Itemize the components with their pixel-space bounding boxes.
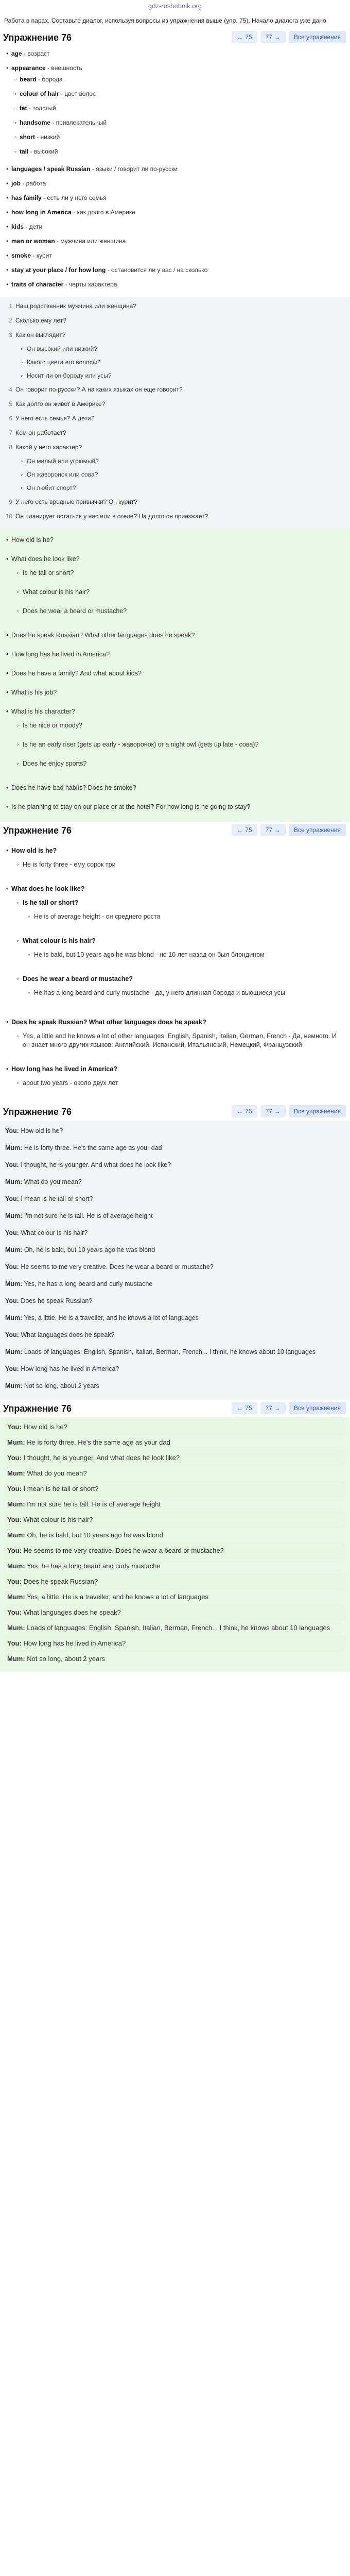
exercise-title: Упражнение 76: [3, 1403, 72, 1414]
dialog-line: Mum: Not so long, about 2 years: [7, 1655, 106, 1663]
exercise-title: Упражнение 76: [3, 1106, 72, 1117]
question-ru: 7 Кем он работает?: [9, 429, 66, 436]
exercise-title: Упражнение 76: [3, 32, 72, 43]
top-bar: [0, 0, 350, 13]
next-exercise-button[interactable]: 77 →: [260, 1402, 286, 1414]
answer-item: • How old is he? ◦ He is forty three - ему сорок три: [11, 841, 345, 879]
question-ru: 6 У него есть семья? А дети?: [9, 415, 95, 422]
vocab-item: • stay at your place / for how long - остановится ли у вас / на сколько: [11, 263, 345, 277]
answer-item: • What does he look like? ◦ Is he tall or short? ◦ He is of average height - он среднего роста ◦ What colour is his hair? ◦ He is bald, but 10 years ago he was blond - но 10 лет назад он был блондином ◦ Does he wear a beard or mustache? ◦ He has a long beard and curly mustache - да, у него длинная борода и вьющиеся усы: [11, 879, 345, 1013]
dialog-line: Mum: Oh, he is bald, but 10 years ago he was blond: [7, 1531, 163, 1539]
vocab-subitem: ◦ tall - высокий: [20, 144, 345, 159]
vocab-item: • how long in America - как долго в Америке: [11, 205, 345, 219]
questions-en: [0, 529, 350, 822]
answers-list: [0, 839, 350, 1103]
question-en-sub: ◦ Is he tall or short?: [23, 564, 345, 583]
next-exercise-button[interactable]: 77 →: [260, 31, 286, 43]
dialog-line: You: Does he speak Russian?: [5, 1297, 93, 1304]
dialog-plain: [0, 1121, 350, 1400]
question-ru-sub: ◦ Носит ли он бороду или усы?: [5, 369, 345, 382]
dialog-line: Mum: Yes, a little. He is a traveller, and he knows a lot of languages: [7, 1593, 208, 1601]
answer-sub: ◦ Yes, a little and he knows a lot of other languages: English, Spanish, Italian, German, French - Да, немного. И он знает много других языков: Английский, Испанский, Итальянский, Немецкий, Французский: [23, 1027, 345, 1055]
dialog-line: You: How old is he?: [5, 1419, 345, 1435]
question-en: • Does he speak Russian? What other languages does he speak?: [11, 626, 345, 645]
question-ru-sub: ◦ Он жаворонок или сова?: [5, 468, 345, 481]
exercise-nav: [232, 824, 346, 836]
next-exercise-button[interactable]: 77 →: [260, 1105, 286, 1117]
dialog-highlighted: [0, 1417, 350, 1672]
question-en: • How old is he?: [11, 531, 345, 550]
vocab-item: • has family - есть ли у него семья: [11, 191, 345, 205]
vocab-subitem: ◦ short - низкий: [20, 130, 345, 144]
exercise-header-4: [0, 1400, 350, 1417]
vocab-item: • job - работа: [11, 176, 345, 191]
question-en-sub: ◦ Does he wear a beard or mustache?: [23, 602, 345, 621]
prev-exercise-button[interactable]: ← 75: [232, 31, 257, 43]
answer-sub: ◦ He is of average height - он среднего роста: [34, 907, 345, 926]
answer-sub: ◦ Does he wear a beard or mustache? ◦ He has a long beard and curly mustache - да, у него длинная борода и вьющиеся усы: [23, 970, 345, 1008]
question-en: • Does he have bad habits? Does he smoke?: [11, 778, 345, 798]
vocab-subitem: ◦ handsome - привлекательный: [20, 115, 345, 130]
question-ru-sub: ◦ Он высокий или низкий?: [5, 342, 345, 355]
question-ru-sub: ◦ Он любит спорт?: [5, 481, 345, 495]
answer-sub: ◦ He is bald, but 10 years ago he was blond - но 10 лет назад он был блондином: [34, 945, 345, 964]
exercise-nav: [232, 1402, 346, 1414]
dialog-line: You: I mean is he tall or short?: [5, 1481, 345, 1497]
task-intro: Работа в парах. Составьте диалог, используя вопросы из упражнения выше (упр. 75). Начало диалога уже дано: [4, 17, 326, 24]
dialog-line: You: He seems to me very creative. Does he wear a beard or mustache?: [5, 1543, 345, 1558]
question-en: • Does he have a family? And what about kids?: [11, 664, 345, 683]
question-ru-sub: ◦ Он милый или угрюмый?: [5, 454, 345, 468]
question-ru: 4 Он говорит по-русски? А на каких языках он еще говорит?: [9, 386, 183, 393]
vocab-item: • languages / speak Russian - языки / говорит ли по-русски: [11, 162, 345, 176]
question-ru: 10 Он планирует остаться у нас или в отеле? На долго он приезжает?: [5, 513, 208, 520]
question-ru: 2 Сколько ему лет?: [9, 317, 66, 324]
exercise-header: [0, 29, 350, 46]
dialog-line: Mum: He is forty three. He's the same age as your dad: [5, 1144, 162, 1151]
dialog-line: You: I thought, he is younger. And what does he look like?: [5, 1450, 345, 1466]
vocab-subitem: ◦ beard - борода: [20, 72, 345, 87]
vocab-list: [0, 46, 350, 297]
question-ru: 5 Как долго он живет в Америке?: [9, 400, 106, 408]
question-en-sub: ◦ What colour is his hair?: [23, 583, 345, 602]
dialog-line: You: What colour is his hair?: [5, 1229, 88, 1236]
dialog-line: You: What colour is his hair?: [5, 1512, 345, 1528]
dialog-line: You: Does he speak Russian?: [5, 1574, 345, 1589]
question-en: • What does he look like? ◦ Is he tall or short? ◦ What colour is his hair? ◦ Does he wear a beard or mustache?: [11, 550, 345, 626]
prev-exercise-button[interactable]: ← 75: [232, 824, 257, 836]
question-ru: 8 Какой у него характер?: [9, 444, 82, 451]
dialog-line: Mum: What do you mean?: [5, 1178, 82, 1185]
dialog-line: Mum: Loads of languages: English, Spanish, Italian, Berman, French... I think, he knows about 10 languages: [7, 1624, 330, 1632]
dialog-line: You: How long has he lived in America?: [5, 1365, 119, 1372]
question-ru: 9 У него есть вредные привычки? Он курит?: [9, 498, 138, 505]
exercise-title: Упражнение 76: [3, 825, 72, 836]
vocab-item: • man or woman - мужчина или женщина: [11, 234, 345, 248]
exercise-header-3: [0, 1103, 350, 1121]
dialog-line: You: I mean is he tall or short?: [5, 1195, 93, 1202]
bottom-spacer: [0, 1672, 350, 1675]
answer-sub: ◦ What colour is his hair? ◦ He is bald, but 10 years ago he was blond - но 10 лет назад он был блондином: [23, 931, 345, 970]
answer-sub: ◦ He is forty three - ему сорок три: [23, 855, 345, 874]
answer-item: • Does he speak Russian? What other languages does he speak? ◦ Yes, a little and he knows a lot of other languages: English, Spanish, Italian, German, French - Да, немного. И он знает много других языков: Английский, Испанский, Итальянский, Немецкий, Французский: [11, 1013, 345, 1060]
question-en-sub: ◦ Is he nice or moody?: [23, 716, 345, 735]
question-ru: 3 Как он выглядит?: [9, 331, 66, 338]
site-link[interactable]: gdz-reshebnik.org: [148, 2, 202, 10]
answer-sub: ◦ He has a long beard and curly mustache - да, у него длинная борода и вьющиеся усы: [34, 984, 345, 1003]
question-en: • What is his job?: [11, 683, 345, 702]
next-exercise-button[interactable]: 77 →: [260, 824, 286, 836]
dialog-line: Mum: I'm not sure he is tall. He is of average height: [5, 1212, 153, 1219]
dialog-line: You: What languages does he speak?: [5, 1605, 345, 1620]
vocab-subitem: ◦ colour of hair - цвет волос: [20, 87, 345, 101]
vocab-item: • appearance - внешность ◦ beard - борода ◦ colour of hair - цвет волос ◦ fat - толстый ◦ handsome - привлекательный ◦ short - низкий ◦ tall - высокий: [11, 61, 345, 162]
dialog-line: Mum: He is forty three. He's the same age as your dad: [7, 1438, 170, 1446]
question-en: • What is his character? ◦ Is he nice or moody? ◦ Is he an early riser (gets up early - жаворонок) or a night owl (gets up late - сова)? ◦ Does he enjoy sports?: [11, 702, 345, 778]
question-ru: 1 Наш родственник мужчина или женщина?: [9, 302, 136, 310]
dialog-line: You: He seems to me very creative. Does he wear a beard or mustache?: [5, 1263, 214, 1270]
dialog-line: Mum: Oh, he is bald, but 10 years ago he was blond: [5, 1246, 155, 1253]
dialog-line: You: I thought, he is younger. And what does he look like?: [5, 1161, 171, 1168]
answer-sub: ◦ Is he tall or short? ◦ He is of average height - он среднего роста: [23, 893, 345, 931]
all-exercises-button[interactable]: Все упражнения: [289, 1105, 346, 1117]
vocab-item: • age - возраст: [11, 46, 345, 61]
all-exercises-button[interactable]: Все упражнения: [289, 824, 346, 836]
dialog-line: Mum: Yes, he has a long beard and curly mustache: [5, 1280, 153, 1287]
dialog-line: Mum: Not so long, about 2 years: [5, 1382, 99, 1389]
dialog-line: You: How long has he lived in America?: [5, 1636, 345, 1651]
vocab-item: • smoke - курит: [11, 248, 345, 263]
question-ru-sub: ◦ Какого цвета его волосы?: [5, 355, 345, 369]
prev-exercise-button[interactable]: ← 75: [232, 1402, 257, 1414]
all-exercises-button[interactable]: Все упражнения: [289, 31, 346, 43]
dialog-line: Mum: Yes, a little. He is a traveller, and he knows a lot of languages: [5, 1314, 199, 1321]
prev-exercise-button[interactable]: ← 75: [232, 1105, 257, 1117]
exercise-nav: [232, 1105, 346, 1117]
questions-ru: [0, 297, 350, 529]
question-en: • How long has he lived in America?: [11, 645, 345, 664]
dialog-line: Mum: I'm not sure he is tall. He is of average height: [7, 1500, 161, 1508]
question-en-sub: ◦ Is he an early riser (gets up early - жаворонок) or a night owl (gets up late - сова)?: [23, 735, 345, 754]
question-en: • Is he planning to stay on our place or at the hotel? For how long is he going to stay?: [11, 798, 345, 817]
vocab-subitem: ◦ fat - толстый: [20, 101, 345, 115]
question-en-sub: ◦ Does he enjoy sports?: [23, 754, 345, 773]
answer-item: • How long has he lived in America? ◦ about two years - около двух лет: [11, 1060, 345, 1098]
dialog-line: Mum: What do you mean?: [7, 1469, 87, 1477]
dialog-line: You: What languages does he speak?: [5, 1331, 115, 1338]
dialog-line: You: How old is he?: [5, 1127, 63, 1134]
answer-sub: ◦ about two years - около двух лет: [23, 1074, 345, 1093]
exercise-header-2: [0, 822, 350, 839]
vocab-item: • traits of character - черты характера: [11, 277, 345, 292]
exercise-nav: [232, 31, 346, 43]
all-exercises-button[interactable]: Все упражнения: [289, 1402, 346, 1414]
vocab-item: • kids - дети: [11, 219, 345, 234]
dialog-line: Mum: Yes, he has a long beard and curly mustache: [7, 1562, 161, 1570]
dialog-line: Mum: Loads of languages: English, Spanish, Italian, Berman, French... I think, he knows about 10 languages: [5, 1348, 316, 1355]
